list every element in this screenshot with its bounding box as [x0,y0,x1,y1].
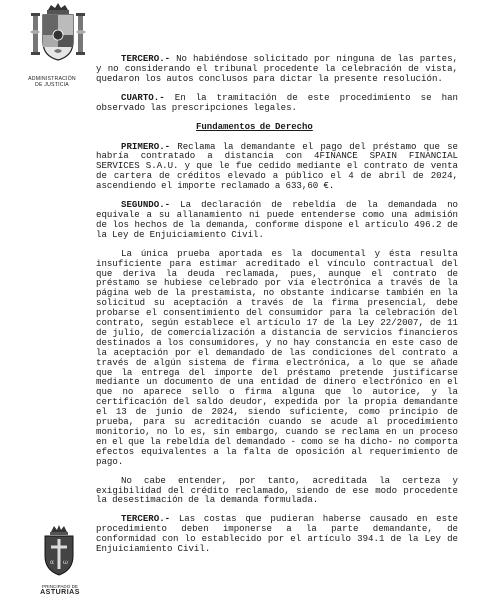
paragraph-text: La única prueba aportada es la documental y ésta resulta insuficiente para estimar acreditado el vínculo contractual del que deriva la deuda reclamada, pues, aunque el contrato de préstamo se hubiese celebrado por vía electrónica a través de la página web de la prestamista, no obstante indicarse también en la solicitud su aceptación a través de la firma presencial, debe probarse el consentimiento del consumidor para la celebración del contrato, según establece el artículo 17 de la Ley 22/2007, de 11 de julio, de comercialización a distancia de servicios financieros destinados a los consumidores, y no hay constancia en este caso de la aceptación por el demandado de las condiciones del contrato a través de algún sistema de firma electrónica, a lo que se añade que la entrega del importe del préstamo pretende justificarse mediante un documento de una entidad de dinero electrónico en el que no aparece sello o firma alguna que lo autorice, y la certificación del saldo deudor, expedida por la propia demandante el 13 de junio de 2024, siendo suficiente, como principio de prueba, para su acreditación cuando se acude al procedimiento monitorio, no lo es, sin embargo, cuando se reclama en un proceso en el que la rebeldía del demandado - como se ha dicho- no comporta efectos equivalentes a la falta de oposición al requerimiento de pago. [96,247,458,467]
svg-text:ω: ω [63,559,68,566]
antecedente-cuarto [96,93,458,113]
paragraph-lead: TERCERO.- [121,53,171,64]
paragraph-lead: PRIMERO.- [121,140,171,152]
paragraph-lead: SEGUNDO.- [121,199,171,211]
paragraph-text: No cabe entender, por tanto, acreditada la certeza y exigibilidad del crédito reclamado, siendo de ese modo procedente la desestimación de la demanda formulada. [96,474,458,506]
agency-name-top-line1: ADMINISTRACIÓN [28,76,76,82]
agency-name-bottom-line1: PRINCIPADO DE [42,584,78,589]
paragraph-text: Reclama la demandante el pago del préstamo que se habría contratado a distancia con 4FINANCE SPAIN FINANCIAL SERVICES S.A.U. y que le fue cedido mediante el contrato de venta de cartera de créditos elevado a público el 4 de abril de 2024, ascendiendo el importe reclamado a 633,60 €. [96,140,458,192]
fundamento-segundo [96,200,458,240]
paragraph-text: La declaración de rebeldía de la demandada no equivale a su allanamiento ni puede entenderse como una admisión de los hechos de la demanda, conforme dispone el artículo 496.2 de la Ley de Enjuiciamiento Civil. [96,199,458,240]
paragraph-text: Las costas que pudieran haberse causado en este procedimiento deben imponerse a la parte demandante, de conformidad con lo establecido por el artículo 394.1 de la Ley de Enjuiciamiento Civil. [96,513,458,555]
paragraph-text: En la tramitación de este procedimiento se han observado las prescripciones legales. [96,91,458,113]
antecedente-tercero [96,54,458,84]
paragraph-lead: TERCERO.- [121,513,171,525]
conclusion-paragraph [96,476,458,506]
agency-name-top [14,76,90,88]
agency-name-bottom [40,584,80,596]
asturias-coat-of-arms-icon [40,524,78,576]
paragraph-text: No habiéndose solicitado por ninguna de las partes, y no considerando el tribunal procedente la celebración de vista, quedaron los autos conclusos para dictar la presente resolución. [96,53,458,84]
document-body [96,54,458,563]
paragraph-lead: CUARTO.- [121,91,165,103]
fundamento-tercero [96,514,458,554]
prueba-paragraph [96,249,458,467]
agency-name-bottom-line2: ASTURIAS [40,589,80,596]
spain-coat-of-arms-icon [28,2,88,64]
section-heading: Fundamentos de Derecho [196,121,313,132]
svg-text:α: α [50,559,55,566]
fundamento-primero [96,142,458,192]
agency-name-top-line2: DE JUSTICIA [35,82,69,88]
left-margin [0,0,90,600]
